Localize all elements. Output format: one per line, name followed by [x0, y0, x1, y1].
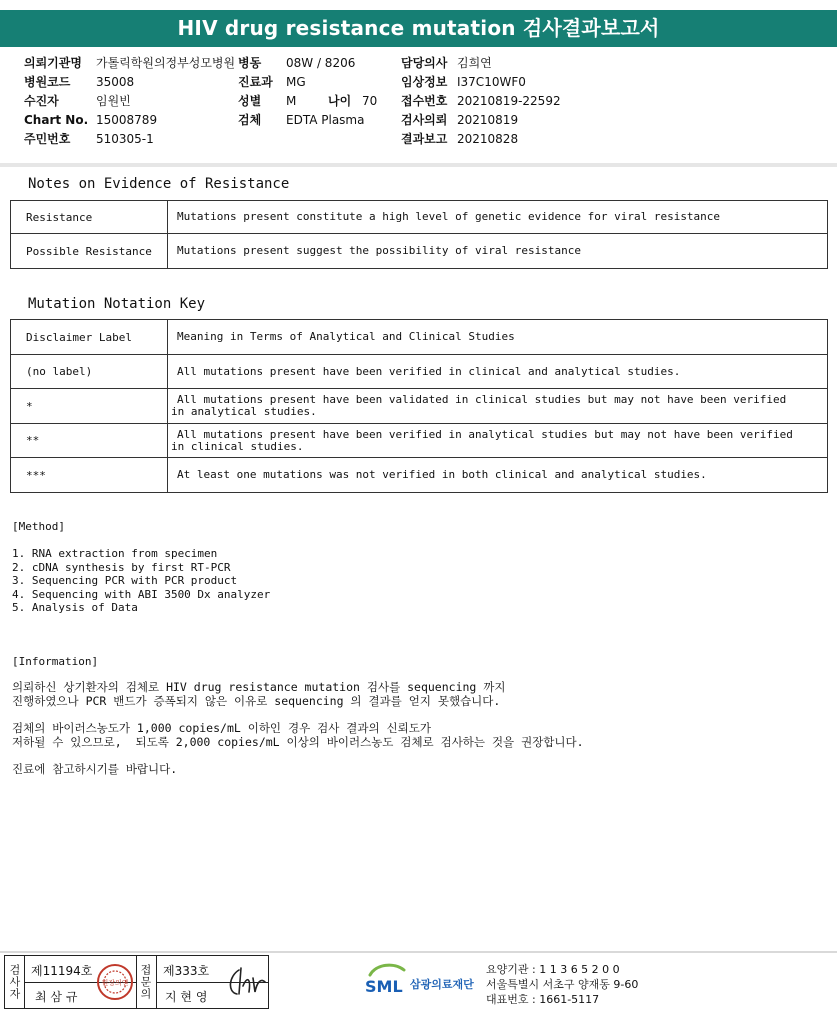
notes-text-cell: Mutations present constitute a high level of genetic evidence for viral resistance	[168, 201, 828, 234]
key-header-label: Disclaimer Label	[11, 320, 168, 355]
info-label: Chart No.	[24, 113, 89, 127]
key-text-line: All mutations present have been verified in clinical and analytical studies.	[177, 364, 681, 378]
info-label: 수진자	[24, 94, 59, 108]
info-value: M	[286, 94, 297, 108]
info-label: 병동	[238, 56, 262, 70]
information-text: 진료에 참고하시기를 바랍니다.	[12, 762, 178, 776]
method-step: 2. cDNA synthesis by first RT-PCR	[12, 561, 231, 574]
key-text-line: All mutations present have been verified in analytical studies but may not have been verified	[177, 427, 793, 441]
agency-number: 요양기관 : 1 1 3 6 5 2 0 0	[486, 963, 620, 976]
sign-right-label	[136, 956, 155, 1008]
info-value: 20210828	[457, 132, 519, 146]
info-label: 임상정보	[401, 75, 448, 89]
info-label: 검사의뢰	[401, 113, 448, 127]
table-row	[11, 234, 828, 269]
info-value: 임원빈	[96, 94, 131, 108]
footer-divider	[0, 951, 837, 953]
info-label: 나이	[328, 94, 352, 108]
table-row	[11, 355, 828, 389]
info-value: 08W / 8206	[286, 56, 356, 70]
info-value: 15008789	[96, 113, 158, 127]
mutation-key-title: Mutation Notation Key	[28, 296, 206, 312]
phone: 대표번호 : 1661-5117	[486, 993, 600, 1006]
table-row	[11, 458, 828, 493]
sign-left-label	[5, 956, 24, 1008]
info-value: 70	[362, 94, 378, 108]
info-label: 진료과	[238, 75, 273, 89]
logo-text: SML	[365, 977, 403, 996]
method-step: 1. RNA extraction from specimen	[12, 547, 218, 560]
sml-logo-icon	[364, 961, 412, 999]
report-title: HIV drug resistance mutation 검사결과보고서	[0, 10, 837, 47]
patient-info-col3	[401, 54, 561, 149]
key-header-text: Meaning in Terms of Analytical and Clinical Studies	[168, 320, 828, 355]
information-title: [Information]	[12, 655, 99, 668]
key-text-cell	[168, 424, 828, 458]
info-label: 성별	[238, 94, 262, 108]
sign-left-no: 제11194호	[31, 964, 93, 978]
section-divider	[0, 163, 837, 167]
key-label-cell: *	[11, 389, 168, 424]
patient-info-col1	[24, 54, 235, 149]
key-label-cell: ***	[11, 458, 168, 493]
method-title: [Method]	[12, 520, 65, 533]
info-value: 가톨릭학원의정부성모병원	[96, 56, 236, 70]
notes-table	[10, 200, 828, 269]
info-value: 김희연	[457, 56, 492, 70]
vertical-label: 접문의	[139, 964, 152, 1000]
key-text-line: in clinical studies.	[171, 439, 304, 453]
sign-right-no: 제333호	[163, 964, 210, 978]
table-row	[11, 201, 828, 234]
notes-label-cell: Resistance	[11, 201, 168, 234]
information-text: 진행하였으나 PCR 밴드가 증폭되지 않은 이유로 sequencing 의 결과를 얻지 못했습니다.	[12, 694, 501, 708]
info-label: 담당의사	[401, 56, 448, 70]
info-value: I37C10WF0	[457, 75, 526, 89]
signature-box	[4, 955, 269, 1009]
mutation-key-table	[10, 319, 828, 493]
notes-label-cell: Possible Resistance	[11, 234, 168, 269]
info-label: 의뢰기관명	[24, 56, 82, 70]
address: 서울특별시 서초구 양재동 9-60	[486, 978, 639, 991]
sign-right-name: 지 현 영	[165, 990, 208, 1004]
table-row	[11, 320, 828, 355]
information-text: 의뢰하신 상기환자의 검체로 HIV drug resistance mutation 검사를 sequencing 까지	[12, 680, 506, 694]
seal-text: 원장의인	[101, 979, 129, 987]
org-name: 삼광의료재단	[410, 978, 474, 991]
method-step: 4. Sequencing with ABI 3500 Dx analyzer	[12, 588, 271, 601]
information-text: 검체의 바이러스농도가 1,000 copies/mL 이하인 경우 검사 결과의 신뢰도가	[12, 721, 431, 735]
notes-title: Notes on Evidence of Resistance	[28, 176, 290, 192]
key-label-cell: **	[11, 424, 168, 458]
info-label: 접수번호	[401, 94, 448, 108]
key-text-cell	[168, 389, 828, 424]
key-text-cell	[168, 355, 828, 389]
patient-info-col2	[238, 54, 377, 130]
key-text-line: in analytical studies.	[171, 405, 317, 418]
info-value: 35008	[96, 75, 135, 89]
info-label: 결과보고	[401, 132, 448, 146]
method-step: 3. Sequencing PCR with PCR product	[12, 574, 238, 587]
info-value: MG	[286, 75, 306, 89]
key-text-line: At least one mutations was not verified in both clinical and analytical studies.	[177, 468, 707, 481]
org-address-block	[486, 962, 638, 1007]
sign-left-name: 최 삼 규	[35, 990, 78, 1004]
hospital-seal	[95, 962, 135, 1002]
key-label-cell: (no label)	[11, 355, 168, 389]
info-label: 주민번호	[24, 132, 71, 146]
key-text-cell	[168, 458, 828, 493]
info-value: EDTA Plasma	[286, 113, 365, 127]
info-label: 병원코드	[24, 75, 71, 89]
method-step: 5. Analysis of Data	[12, 601, 138, 614]
info-value: 510305-1	[96, 132, 154, 146]
info-value: 20210819-22592	[457, 94, 561, 108]
information-text: 저하될 수 있으므로, 되도록 2,000 copies/mL 이상의 바이러스농도 검체로 검사하는 것을 권장합니다.	[12, 735, 584, 749]
info-value: 20210819	[457, 113, 519, 127]
signature-mark	[225, 964, 267, 1000]
info-label: 검체	[238, 113, 262, 127]
notes-text-cell: Mutations present suggest the possibility of viral resistance	[168, 234, 828, 269]
table-row	[11, 424, 828, 458]
vertical-label: 검사자	[8, 964, 21, 1000]
key-text-line: All mutations present have been validated in clinical studies but may not have been verified	[177, 393, 787, 406]
table-row	[11, 389, 828, 424]
